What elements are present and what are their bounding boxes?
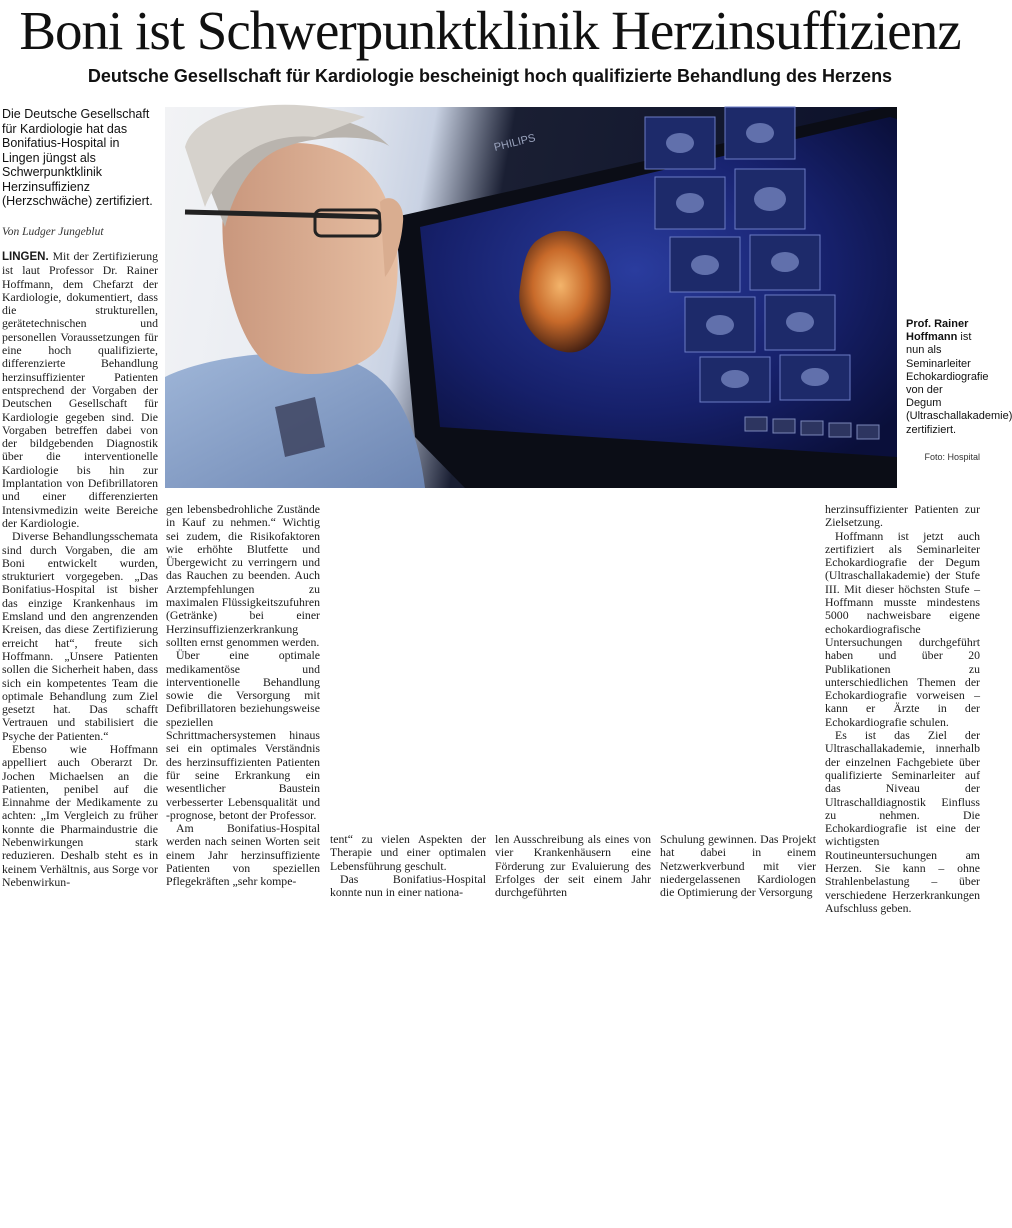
headline: Boni ist Schwerpunktklinik Herzinsuffizienz <box>19 0 961 61</box>
caption-text: ist nun als Seminarleiter Echokardiografie von der Degum (Ultraschallakademie) zertifiziert. <box>906 331 1012 436</box>
article-column-1 <box>2 250 158 889</box>
paragraph: Über eine optimale medikamentöse und interventionelle Behandlung sowie die Versorgung mit Defibrillatoren beziehungsweise speziellen Schrittmachersystemen hinaus sei ein optimales Verständnis des herzinsuffizienten Patienten für seine Erkrankung ein wesentlicher Baustein verbesserter Lebensqualität und -prognose, betont der Professor. <box>166 648 320 822</box>
paragraph <box>2 250 158 530</box>
paragraph: Schulung gewinnen. Das Projekt hat dabei in einem Netzwerkverbund mit vier niedergelassenen Kardiologen die Optimierung der Versorgung <box>660 832 816 900</box>
article-column-3 <box>330 833 486 899</box>
article-column-2 <box>166 503 320 889</box>
paragraph: Diverse Behandlungsschemata sind durch Vorgaben, die am Boni entwickelt wurden, strukturiert vorgegeben. „Das Bonifatius-Hospital ist bisher das einzige Krankenhaus im Emsland und den angrenzenden Kreisen, das diese Zertifizierung erreicht hat“, freute sich Hoffmann. „Unsere Patienten sollen die Sicherheit haben, dass sich ein kompetentes Team die optimale Behandlung zum Ziel gesetzt hat. Das schafft Vertrauen und stabilisiert die Psyche der Patienten.“ <box>2 529 158 743</box>
paragraph: Es ist das Ziel der Ultraschallakademie, innerhalb der einzelnen Fachgebiete über qualifizierte Seminarleiter auf das Niveau der Ultraschalldiagnostik Einfluss zu nehmen. Die Echokardiografie ist eine der wichtigsten Routineuntersuchungen am Herzen. Sie kann – ohne Strahlenbelastung – über verschiedene Herzerkrankungen Aufschluss geben. <box>825 728 980 915</box>
paragraph: herzinsuffizienter Patienten zur Zielsetzung. <box>825 502 980 530</box>
paragraph: tent“ zu vielen Aspekten der Therapie und einer optimalen Lebensführung geschult. <box>330 832 486 873</box>
article-column-6 <box>825 503 980 915</box>
paragraph: Ebenso wie Hoffmann appelliert auch Oberarzt Dr. Jochen Michaelsen an die Patienten, penibel auf die Einnahme der Medikamente zu achten: „Im Vergleich zu früher konnte die Pharmaindustrie die Nebenwirkungen stark reduzieren. Deshalb steht es in keinem Verhältnis, aus Sorge vor Nebenwirkun- <box>2 741 158 889</box>
paragraph: Hoffmann ist jetzt auch zertifiziert als Seminarleiter Echokardiografie der Degum (Ultraschallakademie) der Stufe III. Mit dieser höchsten Stufe – Hoffmann musste mindestens 5000 nachweisbare eigene echokardiografische Untersuchungen durchgeführt haben und über 20 Publikationen zu unterschiedlichen Themen der Echokardiografie vorweisen – kann er Ärzte in der Echokardiografie schulen. <box>825 528 980 729</box>
photo-credit: Foto: Hospital <box>924 452 980 462</box>
paragraph-text: Mit der Zertifizierung ist laut Professor Dr. Rainer Hoffmann, dem Chefarzt der Kardiologie, dokumentiert, dass die strukturellen, gerätetechnischen und personellen Voraussetzungen für eine hoch qualifizierte, differenzierte Behandlung herzinsuffizienter Patienten entsprechend der Vorgaben der Deutschen Gesellschaft für Kardiologie gegeben sind. Die Vorgaben betreffen dabei von der bildgebenden Diagnostik über die interventionelle Kardiologie bis hin zur Implantation von Defibrillatoren und einer differenzierten Intensivmedizin weite Bereiche der Kardiologie. <box>2 249 159 530</box>
article-photo <box>165 107 897 488</box>
monitor-brand: PHILIPS <box>492 132 537 154</box>
paragraph: Am Bonifatius-Hospital werden nach seinen Worten seit einem Jahr herzinsuffiziente Patienten von speziellen Pflegekräften „sehr kompe- <box>166 821 320 889</box>
doctor-with-echo-monitor-image <box>165 107 897 488</box>
subheadline: Deutsche Gesellschaft für Kardiologie bescheinigt hoch qualifizierte Behandlung des Herzens <box>87 66 893 86</box>
photo-caption <box>906 318 1012 437</box>
article-column-5 <box>660 833 816 899</box>
article-column-4 <box>495 833 651 899</box>
paragraph: len Ausschreibung als eines von vier Krankenhäusern eine Förderung zur Evaluierung des Erfolges der seit einem Jahr durchgeführten <box>495 832 651 900</box>
byline: Von Ludger Jungeblut <box>2 226 104 238</box>
paragraph: gen lebensbedrohliche Zustände in Kauf zu nehmen.“ Wichtig sei zudem, die Risikofaktoren wie erhöhte Blutfette und Übergewicht zu verringern und das Rauchen zu beenden. Auch Arztempfehlungen zu maximalen Flüssigkeitszufuhren (Getränke) bei einer Herzinsuffizienzerkrankung sollten ernst genommen werden. <box>166 502 320 649</box>
caption-name: Prof. Rainer Hoffmann <box>906 318 969 344</box>
paragraph: Das Bonifatius-Hospital konnte nun in einer nationa- <box>330 871 486 900</box>
teaser: Die Deutsche Gesellschaft für Kardiologie hat das Bonifatius-Hospital in Lingen jüngst als Schwerpunktklinik Herzinsuffizienz (Herzschwäche) zertifiziert. <box>2 107 153 208</box>
dateline: LINGEN. <box>2 251 49 263</box>
